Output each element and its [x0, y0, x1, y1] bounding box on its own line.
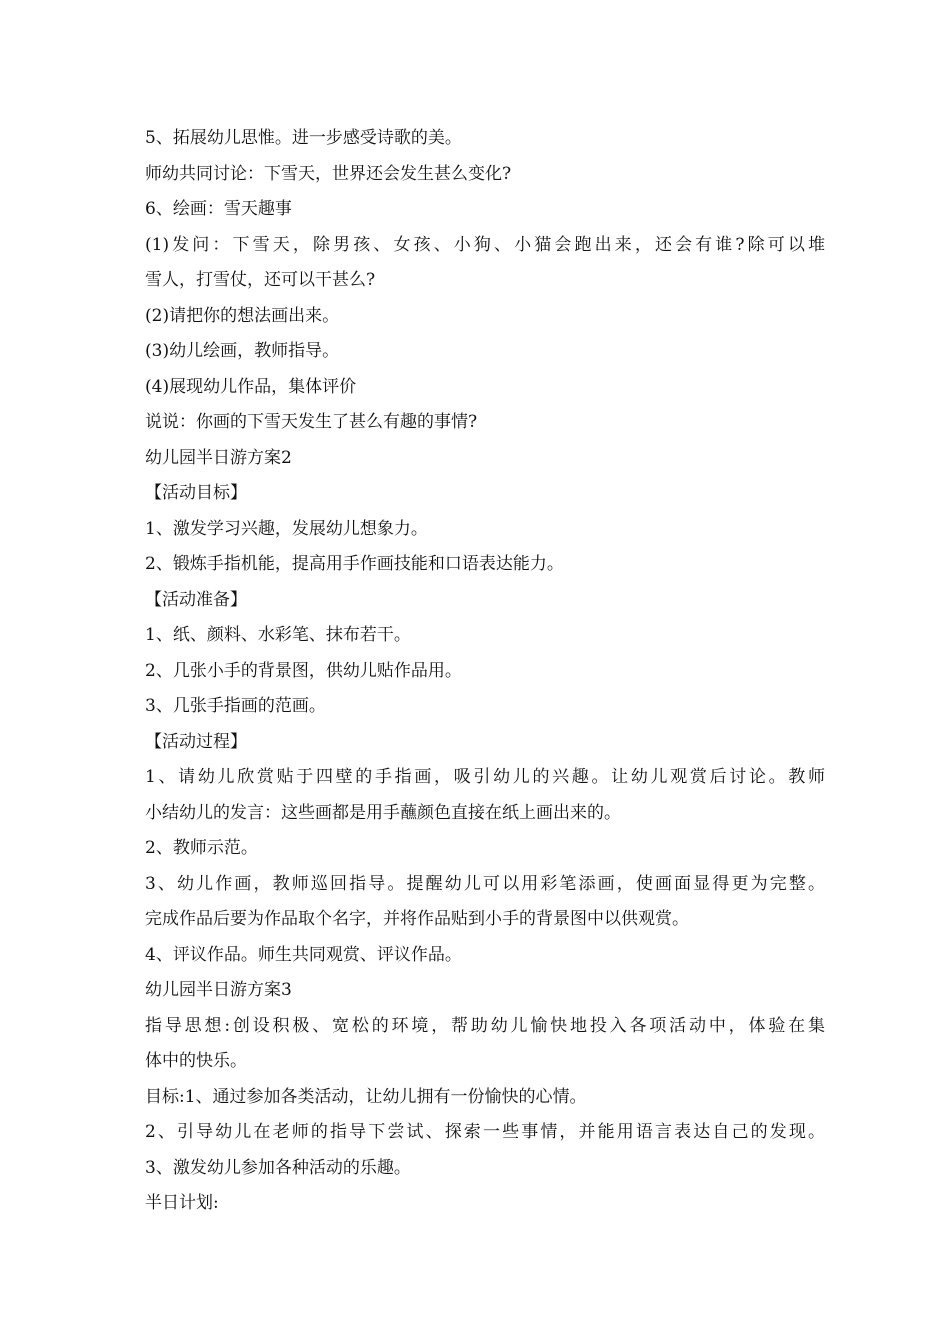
text-line: 3、几张手指画的范画。	[145, 696, 326, 716]
text-line: 6、绘画：雪天趣事	[145, 199, 292, 219]
text-line: 2、教师示范。	[145, 838, 258, 858]
section-heading: 【活动准备】	[145, 589, 247, 610]
text-line: 3、幼儿作画，教师巡回指导。提醒幼儿可以用彩笔添画，使画面显得更为完整。	[145, 873, 825, 894]
text-line: 指导思想:创设积极、宽松的环境，帮助幼儿愉快地投入各项活动中，体验在集	[145, 1015, 825, 1036]
text-line: 半日计划:	[145, 1193, 219, 1213]
section-heading: 【活动目标】	[145, 483, 247, 503]
text-line: 2、锻炼手指机能，提高用手作画技能和口语表达能力。	[145, 554, 564, 574]
text-line: 目标:1、通过参加各类活动，让幼儿拥有一份愉快的心情。	[145, 1086, 587, 1107]
section-title: 幼儿园半日游方案2	[145, 447, 292, 468]
text-line: 雪人，打雪仗，还可以干甚么?	[145, 270, 376, 290]
document-body	[145, 121, 825, 1222]
text-line: 2、引导幼儿在老师的指导下尝试、探索一些事情，并能用语言表达自己的发现。	[145, 1122, 825, 1142]
text-line: 1、请幼儿欣赏贴于四壁的手指画，吸引幼儿的兴趣。让幼儿观赏后讨论。教师	[145, 767, 825, 787]
text-line: 2、几张小手的背景图，供幼儿贴作品用。	[145, 660, 462, 681]
text-line: 1、纸、颜料、水彩笔、抹布若干。	[145, 625, 411, 645]
text-line: 完成作品后要为作品取个名字，并将作品贴到小手的背景图中以供观赏。	[145, 909, 689, 929]
text-line: 小结幼儿的发言：这些画都是用手蘸颜色直接在纸上画出来的。	[145, 802, 621, 823]
text-line: 说说：你画的下雪天发生了甚么有趣的事情?	[145, 412, 478, 432]
text-line: (3)幼儿绘画，教师指导。	[145, 341, 340, 361]
text-line: 体中的快乐。	[145, 1051, 247, 1071]
text-line: 3、激发幼儿参加各种活动的乐趣。	[145, 1157, 411, 1178]
text-line: (1)发问：下雪天，除男孩、女孩、小狗、小猫会跑出来，还会有谁?除可以堆	[145, 234, 825, 255]
section-title: 幼儿园半日游方案3	[145, 980, 292, 1000]
text-line: (2)请把你的想法画出来。	[145, 305, 340, 326]
text-line: 1、激发学习兴趣，发展幼儿想象力。	[145, 518, 428, 539]
text-line: 师幼共同讨论：下雪天，世界还会发生甚么变化?	[145, 163, 512, 184]
text-line: 5、拓展幼儿思惟。进一步感受诗歌的美。	[145, 128, 462, 148]
text-line: (4)展现幼儿作品，集体评价	[145, 376, 357, 397]
text-line: 4、评议作品。师生共同观赏、评议作品。	[145, 944, 462, 965]
section-heading: 【活动过程】	[145, 731, 247, 752]
